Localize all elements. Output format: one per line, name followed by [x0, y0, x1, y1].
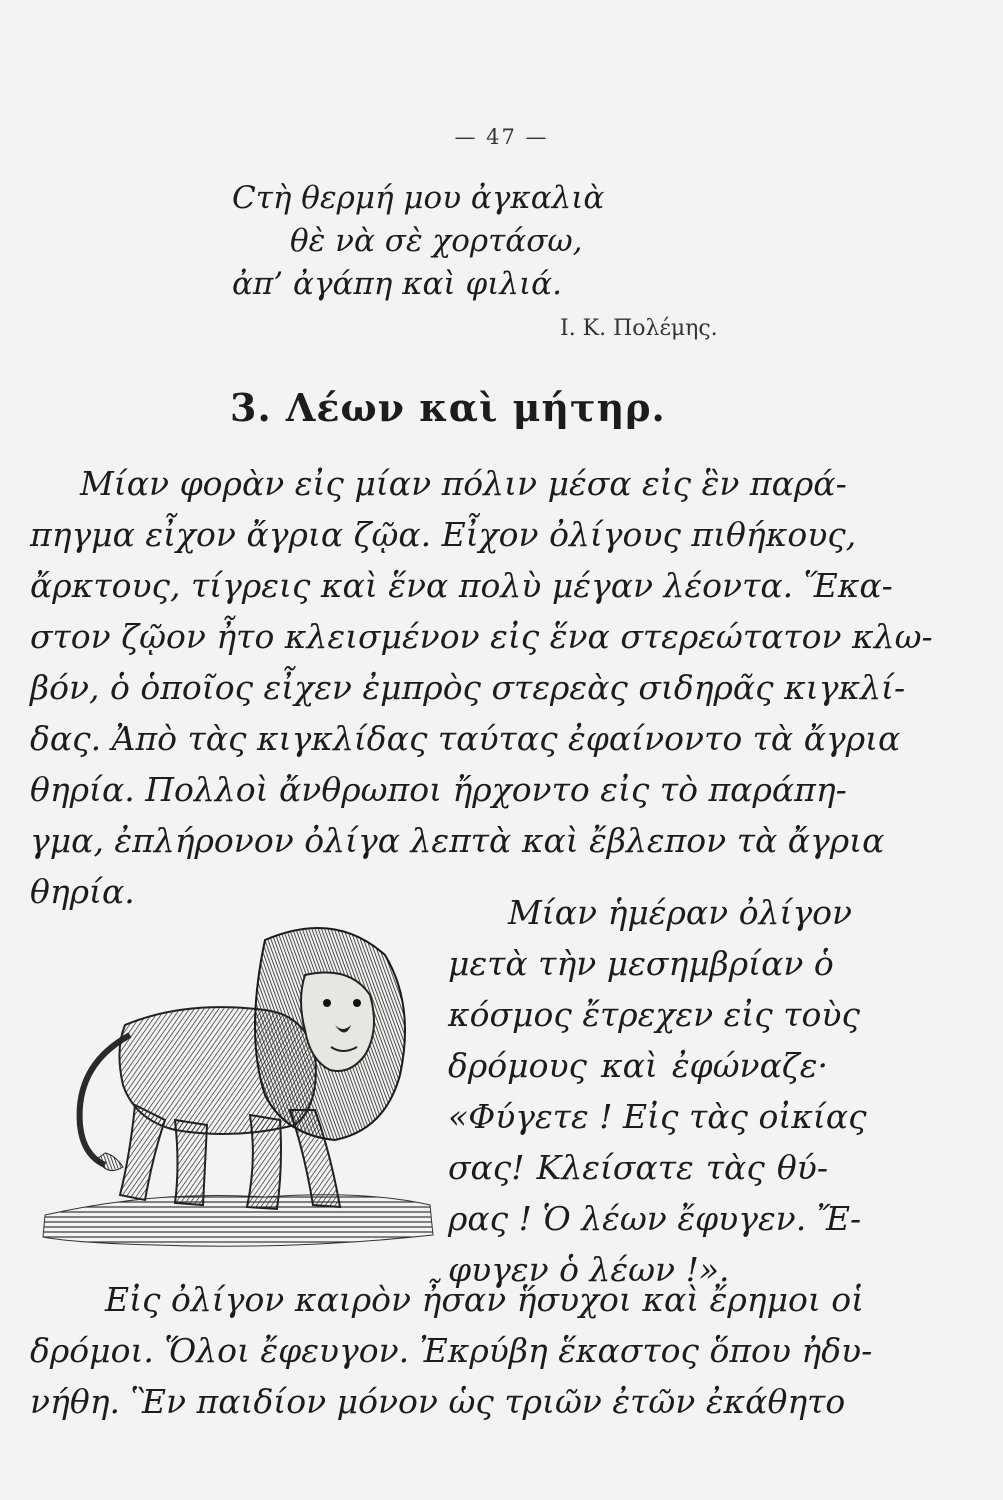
page-number: — 47 —: [454, 125, 549, 149]
text-line: «Φύγετε ! Εἰς τὰς οἰκίας: [448, 1097, 867, 1136]
text-line: Μίαν ἡμέραν ὀλίγον: [508, 893, 853, 932]
lion-illustration: [35, 915, 435, 1255]
text-line: Εἰς ὀλίγον καιρὸν ἦσαν ἥσυχοι καὶ ἔρημοι οἱ: [105, 1280, 865, 1319]
text-line: μετὰ τὴν μεσημβρίαν ὁ: [448, 944, 834, 983]
text-line: στον ζῷον ἦτο κλεισμένον εἰς ἕνα στερεώτατον κλω-: [30, 617, 933, 656]
text-line: σας! Κλείσατε τὰς θύ-: [448, 1148, 828, 1187]
text-line: γμα, ἐπλήρονον ὀλίγα λεπτὰ καὶ ἔβλεπον τὰ ἄγρια: [30, 821, 885, 860]
text-line: Μίαν φορὰν εἰς μίαν πόλιν μέσα εἰς ἓν παρά-: [80, 464, 847, 503]
section-title: 3. Λέων καὶ μήτηρ.: [230, 385, 666, 430]
text-line: φυγεν ὁ λέων !».: [448, 1250, 730, 1289]
paragraph-2: [448, 887, 867, 1295]
text-line: δας. Ἀπὸ τὰς κιγκλίδας ταύτας ἐφαίνοντο τὰ ἄγρια: [30, 719, 901, 758]
text-line: κόσμος ἔτρεχεν εἰς τοὺς: [448, 995, 860, 1034]
poem-line: θὲ νὰ σὲ χορτάσω,: [290, 223, 583, 259]
text-line: δρόμους καὶ ἐφώναζε·: [448, 1046, 828, 1085]
text-line: πηγμα εἶχον ἄγρια ζῷα. Εἶχον ὀλίγους πιθήκους,: [30, 515, 857, 554]
poem-line: Ϲτὴ θερμή μου ἀγκαλιὰ: [232, 180, 605, 216]
text-line: βόν, ὁ ὁποῖος εἶχεν ἐμπρὸς στερεὰς σιδηρᾶς κιγκλί-: [30, 668, 906, 707]
poem-attribution: Ι. Κ. Πολέμης.: [560, 316, 718, 341]
text-line: θηρία.: [30, 872, 135, 911]
paragraph-3: [30, 1274, 873, 1427]
text-line: θηρία. Πολλοὶ ἄνθρωποι ἤρχοντο εἰς τὸ παράπη-: [30, 770, 847, 809]
text-line: ρας ! Ὁ λέων ἔφυγεν. Ἔ-: [448, 1199, 862, 1238]
paragraph-1: [30, 458, 933, 917]
text-line: δρόμοι. Ὅλοι ἔφευγον. Ἐκρύβη ἕκαστος ὅπου ἠδυ-: [30, 1331, 873, 1370]
poem-line: ἀπ’ ἀγάπη καὶ φιλιά.: [232, 266, 562, 302]
text-line: ἄρκτους, τίγρεις καὶ ἕνα πολὺ μέγαν λέοντα. Ἕκα-: [30, 566, 893, 605]
text-line: νήθη. Ἓν παιδίον μόνον ὡς τριῶν ἐτῶν ἐκάθητο: [30, 1382, 846, 1421]
